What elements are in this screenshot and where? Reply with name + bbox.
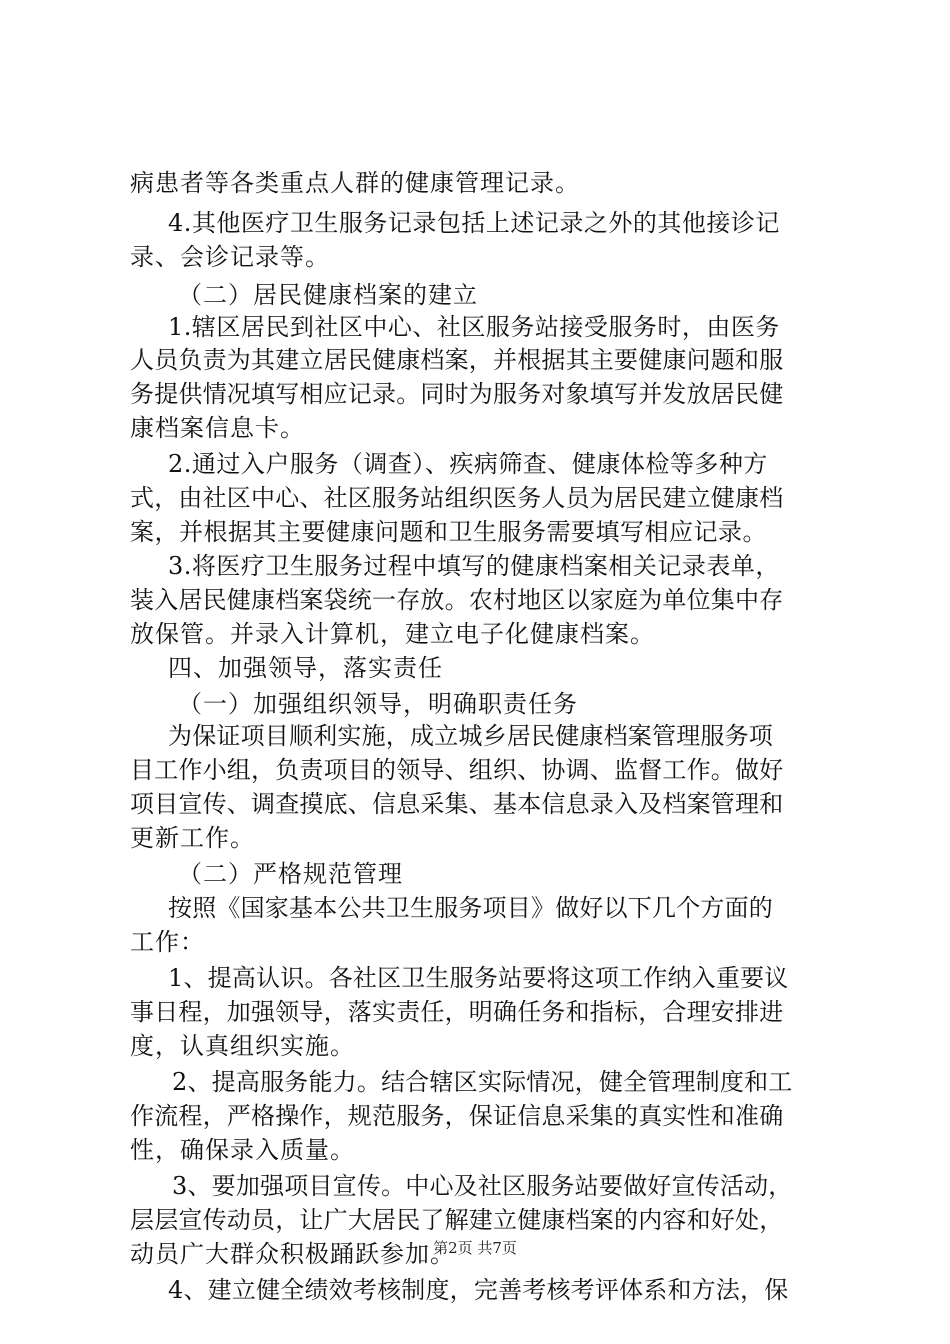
page-footer: 第2页 共7页 <box>433 1239 517 1257</box>
text-line-content: 度，认真组织实施。 <box>130 1032 355 1060</box>
text-line-content: 放保管。并录入计算机，建立电子化健康档案。 <box>130 620 655 648</box>
text-line-content: 作流程，严格操作，规范服务，保证信息采集的真实性和准确 <box>130 1102 784 1130</box>
text-line-content: 1、提高认识。各社区卫生服务站要将这项工作纳入重要议 <box>168 964 789 992</box>
text-line-content: 4.其他医疗卫生服务记录包括上述记录之外的其他接诊记 <box>168 209 780 237</box>
text-line-content: 录、会诊记录等。 <box>130 243 330 271</box>
text-line-content: 目工作小组，负责项目的领导、组织、协调、监督工作。做好 <box>130 756 784 784</box>
text-line-content: 1.辖区居民到社区中心、社区服务站接受服务时，由医务 <box>168 313 780 341</box>
text-line-content: 3.将医疗卫生服务过程中填写的健康档案相关记录表单， <box>168 552 780 580</box>
text-line-content: 事日程，加强领导，落实责任，明确任务和指标，合理安排进 <box>130 998 784 1026</box>
text-line-content: 康档案信息卡。 <box>130 414 305 442</box>
text-line-content: 更新工作。 <box>130 824 255 852</box>
text-line-content: 2.通过入户服务（调查）、疾病筛查、健康体检等多种方 <box>168 450 768 478</box>
text-line-content: 务提供情况填写相应记录。同时为服务对象填写并发放居民健 <box>130 380 784 408</box>
text-line-content: 病患者等各类重点人群的健康管理记录。 <box>130 169 580 197</box>
text-line-content: 动员广大群众积极踊跃参加。 <box>130 1240 455 1268</box>
text-line-content: 案，并根据其主要健康问题和卫生服务需要填写相应记录。 <box>130 518 767 546</box>
text-line-content: 4、建立健全绩效考核制度，完善考核考评体系和方法，保 <box>168 1276 789 1304</box>
text-line-content: （二）严格规范管理 <box>178 860 403 888</box>
text-line-content: 四、加强领导，落实责任 <box>168 654 443 682</box>
text-line-content: 工作： <box>130 928 205 956</box>
text-line-content: 2、提高服务能力。结合辖区实际情况，健全管理制度和工 <box>172 1068 793 1096</box>
text-line-content: 人员负责为其建立居民健康档案，并根据其主要健康问题和服 <box>130 346 784 374</box>
text-line-content: （二）居民健康档案的建立 <box>178 281 478 309</box>
text-line-content: 层层宣传动员，让广大居民了解建立健康档案的内容和好处， <box>130 1206 784 1234</box>
text-line-content: 装入居民健康档案袋统一存放。农村地区以家庭为单位集中存 <box>130 586 784 614</box>
text-line-content: 性，确保录入质量。 <box>130 1136 355 1164</box>
text-line-content: 按照《国家基本公共卫生服务项目》做好以下几个方面的 <box>168 894 773 922</box>
text-line-content: （一）加强组织领导，明确职责任务 <box>178 690 578 718</box>
text-line-content: 项目宣传、调查摸底、信息采集、基本信息录入及档案管理和 <box>130 790 784 818</box>
text-line-content: 式，由社区中心、社区服务站组织医务人员为居民建立健康档 <box>130 484 784 512</box>
text-line-content: 3、要加强项目宣传。中心及社区服务站要做好宣传活动， <box>172 1172 793 1200</box>
text-line-content: 为保证项目顺利实施，成立城乡居民健康档案管理服务项 <box>168 722 773 750</box>
